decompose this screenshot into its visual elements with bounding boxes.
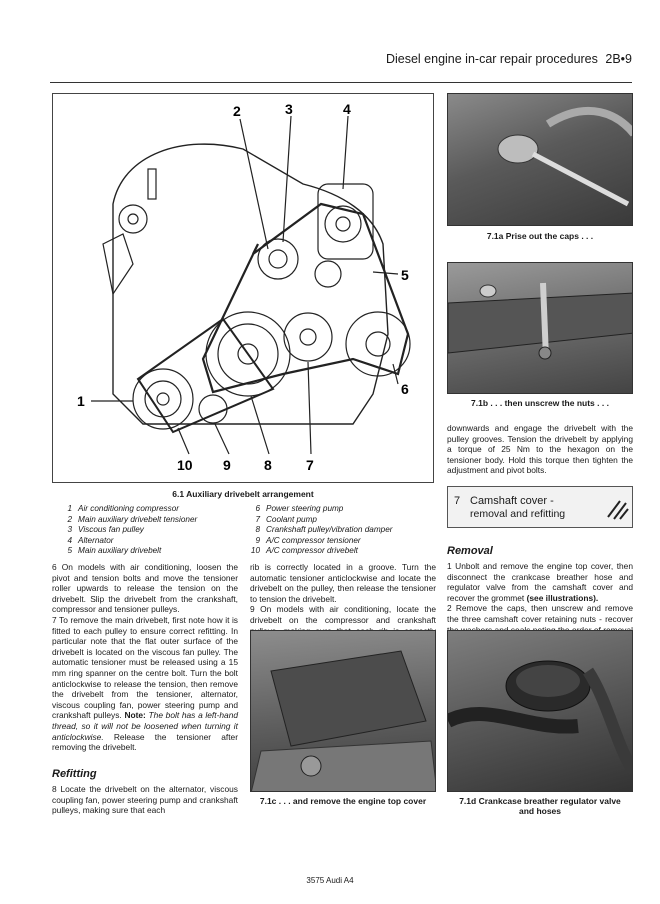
callout-2: 2 xyxy=(233,103,241,119)
photo-illustration xyxy=(448,631,633,792)
legend-item: 8 Crankshaft pulley/vibration damper xyxy=(255,525,393,534)
refitting-heading: Refitting xyxy=(52,768,97,780)
legend-item: 3 Viscous fan pulley xyxy=(67,525,144,534)
photo-illustration xyxy=(251,631,436,792)
caption-line: and hoses xyxy=(518,806,562,816)
section-number: 7 xyxy=(454,495,461,507)
legend-item: 5 Main auxiliary drivebelt xyxy=(67,546,162,555)
section-heading-box xyxy=(447,486,633,528)
drivebelt-diagram xyxy=(52,93,434,483)
photo-caption-7-1a: 7.1a Prise out the caps . . . xyxy=(486,231,594,241)
header-page-number: 2B•9 xyxy=(605,52,632,66)
header-rule xyxy=(50,82,632,83)
callout-10: 10 xyxy=(177,457,193,473)
legend-item: 9 A/C compressor tensioner xyxy=(255,535,361,545)
legend-left xyxy=(60,504,245,557)
callout-6: 6 xyxy=(401,381,409,397)
callout-9: 9 xyxy=(223,457,231,473)
diagram-caption: 6.1 Auxiliary drivebelt arrangement xyxy=(172,489,314,499)
photo-engine-top-cover xyxy=(250,630,436,792)
engine-line-drawing xyxy=(53,94,433,482)
legend-item: 6 Power steering pump xyxy=(255,504,344,513)
paragraph: 6 On models with air conditioning, loosen the pivot and tension bolts and move the tensioner roller upwards to release the tension on the drivebelt. Slip the drivebelt from the crankshaft, compressor and tensioner pulleys. xyxy=(52,562,238,615)
photo-breather-valve xyxy=(447,630,633,792)
caption-line: 7.1d Crankcase breather regulator valve xyxy=(459,796,621,806)
section-subtitle: removal and refitting xyxy=(470,508,566,520)
photo-caption-7-1c: 7.1c . . . and remove the engine top cover xyxy=(259,796,427,806)
col1-refitting-text xyxy=(52,784,238,816)
paragraph: 7 To remove the main drivebelt, first note how it is fitted to each pulley to ensure correct refitting. In particular note that the flat outer surface of the drivebelt is located on the viscous fan pulley. The automatic tensioner must be released using a 15 mm ring spanner on the centre bolt. Turn the bolt anticlockwise to release the tension, then remove the drivebelt from the tensioner, alternator, viscous coupling fan, power steering pump and crankshaft pulleys. Note: The bolt has a left-hand thread, so it will not be loosened when turning it anticlockwise. Release the tensioner after removing the drivebelt. xyxy=(52,614,239,753)
difficulty-spanner-icon xyxy=(606,495,630,521)
callout-4: 4 xyxy=(343,101,351,117)
col1-text xyxy=(52,562,238,753)
page-footer: 3575 Audi A4 xyxy=(306,876,354,885)
legend-item: 7 Coolant pump xyxy=(255,514,317,524)
paragraph: 8 Locate the drivebelt on the alternator, viscous coupling fan, power steering pump and crankshaft pulleys, making sure that each xyxy=(52,784,238,816)
photo-illustration xyxy=(448,94,633,226)
paragraph: 1 Unbolt and remove the engine top cover, then disconnect the crankcase breather hose and regulator valve from the camshaft cover and recover the grommet (see illustrations). xyxy=(447,561,633,603)
photo-prise-caps xyxy=(447,93,633,226)
paragraph: rib is correctly located in a groove. Turn the automatic tensioner anticlockwise and locate the drivebelt on the pulley, then release the tensioner to tension the drivebelt. xyxy=(250,562,436,604)
removal-heading: Removal xyxy=(447,545,493,557)
callout-8: 8 xyxy=(264,457,272,473)
header-title: Diesel engine in-car repair procedures xyxy=(385,52,598,66)
legend-item: 4 Alternator xyxy=(67,535,114,545)
running-header xyxy=(0,52,632,66)
photo-unscrew-nuts xyxy=(447,262,633,394)
section-title: Camshaft cover - xyxy=(470,495,554,507)
photo-illustration xyxy=(448,263,633,394)
paragraph: downwards and engage the drivebelt with the pulley grooves. Tension the drivebelt by applying a torque of 25 Nm to the hexagon on the tensioner body. Hold this torque then tighten the adjustment and pivot bolts. xyxy=(447,423,633,476)
paragraph: 9 On models with air conditioning, locate the drivebelt on the compressor and crankshaft xyxy=(250,604,436,625)
paragraph: 2 Remove the caps, then unscrew and remove the three camshaft cover retaining nuts - recover xyxy=(447,603,633,624)
callout-7: 7 xyxy=(306,457,314,473)
col3-top-text xyxy=(447,423,633,476)
photo-caption-7-1d xyxy=(447,796,633,816)
callout-5: 5 xyxy=(401,267,409,283)
callout-1: 1 xyxy=(77,393,85,409)
legend-item: 10 A/C compressor drivebelt xyxy=(250,546,358,555)
callout-3: 3 xyxy=(285,101,293,117)
legend-right xyxy=(248,504,433,557)
legend-item: 2 Main auxiliary drivebelt tensioner xyxy=(67,514,198,524)
legend-item: 1 Air conditioning compressor xyxy=(67,504,180,513)
photo-caption-7-1b: 7.1b . . . then unscrew the nuts . . . xyxy=(471,398,609,408)
